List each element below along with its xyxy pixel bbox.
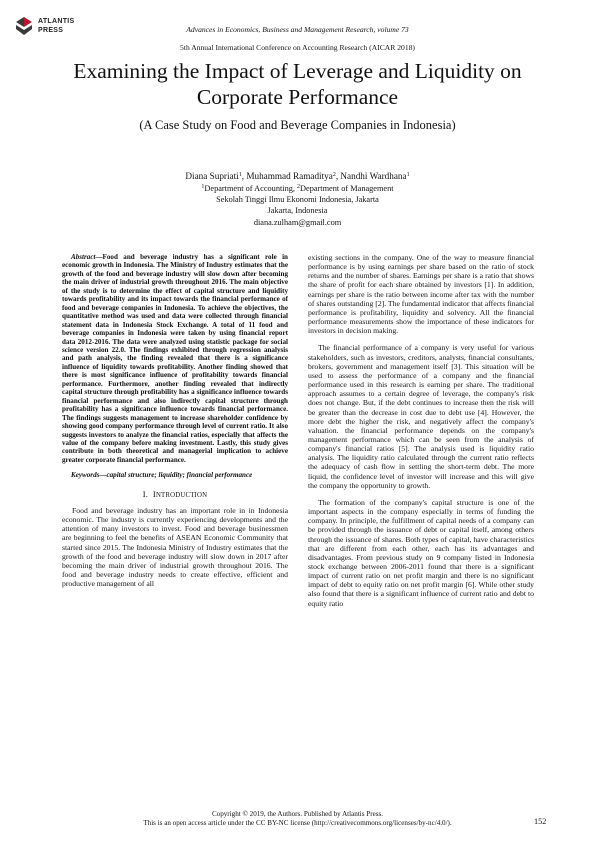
publisher-logo-line2: PRESS [38, 27, 64, 34]
left-column [62, 253, 288, 588]
abstract-text: —Food and beverage industry has a significant role in economic growth in Indonesia. The Ministry of Industry estimates that the growth of the food and beverage industry will slow down after becoming the main driver of industrial growth throughout 2016. The main objective of the study is to determine the effect of capital structure and liquidity towards profitability and its impact towards the financial performance of food and beverage companies in Indonesia. To achieve the objectives, the quantitative method was used and data were collected through financial statement data in Indonesia Stock Exchange. A total of 11 food and beverage companies in Indonesia were taken by using financial report data 2012-2016. The data were analyzed using statistic package for social science version 22.0. The findings exhibited through regression analysis and path analysis, the finding revealed that there is a significance influence of liquidity towards profitability. Another finding showed that there is most significance influence of profitability towards financial performance. Furthermore, another finding revealed that indirectly capital structure through profitability has a significance influence towards financial performance and also indirectly capital structure through profitability has a significance influence towards financial performance. The findings suggests management to increase shareholder confidence by showing good company performance through level of current ratio. It also suggests investors to analyze the financial ratios, especially that affects the value of the company before making investment. Lastly, this study gives contribute in both theoretical and managerial implication to achieve greater corporate financial performance. [62, 253, 288, 464]
page-number: 152 [534, 817, 547, 826]
section-number: I. [142, 488, 149, 499]
author-affiliation [0, 183, 595, 228]
body-paragraph-continued: existing sections in the company. One of the way to measure financial performance is by using earnings per share based on the ratio of stock returns and the number of shares. Earnings per share is a ratio that shows the share of profit for each share obtained by investors [1]. In addition, earnings per share is the ratio between income after tax with the number of shares outstanding [2]. The fundamental indicator that affects financial performance is profitability, liquidity and solvency. All the financial performance measurements show the importance of these indicators for investors in decision making. [308, 253, 534, 336]
copyright-notice: Copyright © 2019, the Authors. Published by Atlantis Press. [211, 810, 384, 818]
publisher-logo-line1: ATLANTIS [38, 18, 75, 25]
department-management: Department of Management [300, 184, 394, 193]
right-column [308, 253, 534, 608]
paper-title: Examining the Impact of Leverage and Liquidity on Corporate Performance [73, 59, 522, 109]
abstract-label: Abstract [71, 253, 96, 261]
affiliation-marker: 1 [201, 184, 205, 190]
paper-subtitle: (A Case Study on Food and Beverage Companies in Indonesia) [139, 118, 456, 132]
author-email: diana.zulham@gmail.com [253, 217, 342, 227]
body-paragraph: The financial performance of a company is very useful for various stakeholders, such as investors, creditors, analysts, financial consultants, brokers, government and management itself [3]. This situation will be used to assess the performance of a company and the financial performance used in this research is earning per share. The traditional approach assumes to a certain degree of leverage, the company's risk does not change. But, if the debt continues to increase then the risk will be greater than the decrease in cost due to debt use [4]. However, the more debt the higher the risk, and negatively affect the company's valuation. the financial performance depends on the company's management performance which can be seen from the analysis of company's financial ratios [5]. The analysis used is liquidity ratio analysis. The liquidity ratio calculated through the current ratio reflects the adequacy of cash flow in settling the short-term debt. The more liquid, the confidence level of investor will increase and this will give the company the opportunity to growth. [308, 343, 534, 490]
author-affiliation-marker: 1 [238, 172, 242, 178]
keywords: Keywords—capital structure; liquidity; financial performance [71, 471, 253, 480]
license-notice: This is an open access article under the CC BY-NC license (http://creativecommons.org/licenses/by-nc/4.0/). [143, 819, 452, 828]
author-list: Diana Supriati$^1$, Muhammad Ramaditya$^2$, Nandhi Wardhana$^1$ [185, 171, 410, 181]
author-affiliation-marker: 1 [406, 172, 410, 178]
body-paragraph: Food and beverage industry has an important role in in Indonesia economic. The industry is currently experiencing developments and the attention of many investors to invest. Food and beverage businessmen are beginning to feel the benefits of ASEAN Economic Community that started since 2015. The Indonesia Ministry of Industry estimates that the growth of the food and beverage industry will slow down in 2017 after becoming the main driver of industrial growth throughout 2016. The food and beverage industry needs to create effective, efficient and productive management of all [62, 505, 288, 589]
institution-city: Jakarta, Indonesia [267, 206, 328, 216]
section-title-initial: I [152, 488, 156, 499]
author-name: Diana Supriati [185, 171, 239, 181]
abstract [62, 253, 288, 464]
affiliation-marker: 2 [297, 184, 301, 190]
author-name: Muhammad Ramaditya [246, 171, 333, 181]
author-affiliation-marker: 2 [332, 172, 336, 178]
page-footer [0, 810, 595, 829]
section-title-rest: NTRODUCTION [155, 491, 208, 499]
author-name: Nandhi Wardhana [340, 171, 407, 181]
body-paragraph: The formation of the company's capital structure is one of the important aspects in the company especially in terms of funding the company. In principle, the fulfillment of capital needs of a company can be provided through the issuance of debt or capital itself, among others through the issuance of shares. Both types of capital, have characteristics that are different from each other, each has its advantages and disadvantages. From previous study on 9 company listed in Indonesia stock exchange between 2006-2011 found that there is a significant impact of current ratio on net profit margin and there is no significant impact of debt to equity ratio on net profit margin [6]. While other study also found that there is a significant influence of current ratio and debt to equity ratio [308, 497, 534, 608]
section-heading-introduction [62, 490, 288, 500]
institution-name: Sekolah Tinggi Ilmu Ekonomi Indonesia, Jakarta [216, 195, 379, 205]
journal-header: Advances in Economics, Business and Management Research, volume 73 [186, 25, 409, 34]
conference-header: 5th Annual International Conference on Accounting Research (AICAR 2018) [180, 43, 415, 52]
department-line [0, 183, 595, 194]
department-accounting: Department of Accounting, [204, 184, 298, 193]
